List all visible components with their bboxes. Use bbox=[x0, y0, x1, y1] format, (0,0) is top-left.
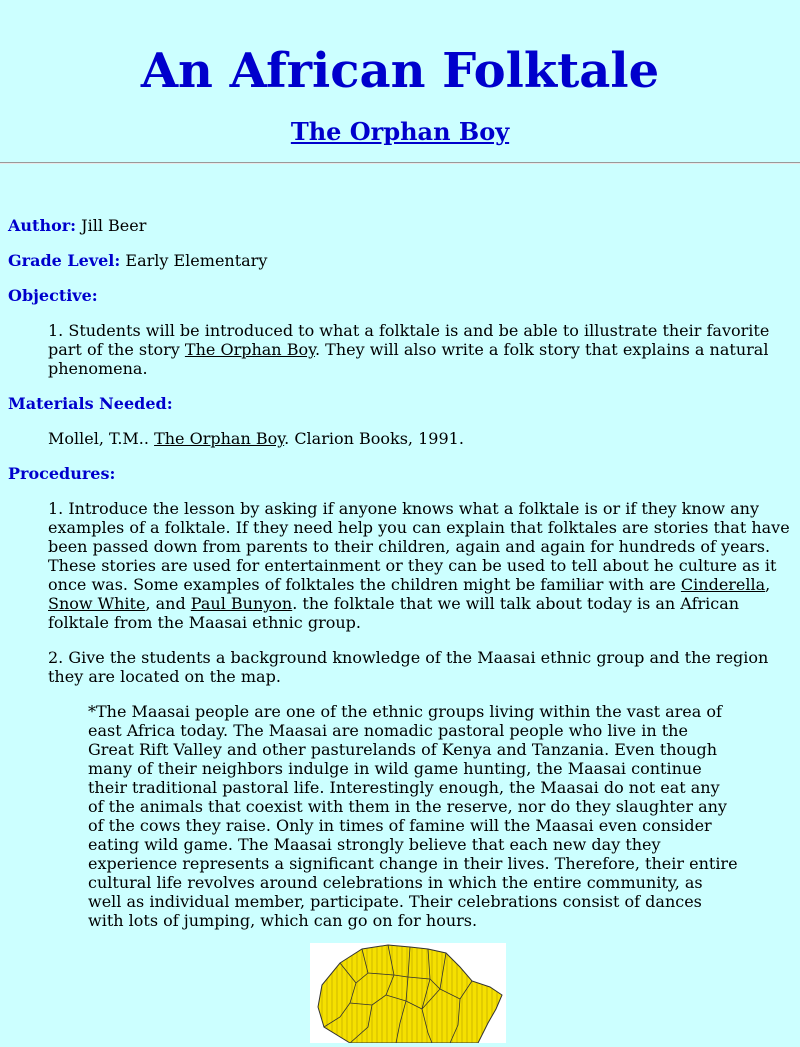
grade-line bbox=[8, 251, 792, 270]
page-title: An African Folktale bbox=[140, 43, 660, 99]
materials-text-end: . Clarion Books, 1991. bbox=[284, 429, 464, 448]
step1-text-start: 1. Introduce the lesson by asking if anyone knows what a folktale is or if they know any examples of a folktale. If they need help you can explain that folktales are stories that have been passed down from parents to their children, again and again for hundreds of years. These stories are used for entertainment or they can be used to tell about he culture as it once was. Some examples of folktales the children might be familiar with are bbox=[48, 499, 790, 594]
materials-text-start: Mollel, T.M.. bbox=[48, 429, 155, 448]
maasai-note: *The Maasai people are one of the ethnic groups living within the vast area of east Africa today. The Maasai are nomadic pastoral people who live in the Great Rift Valley and other pasturelands of Kenya and Tanzania. Even though many of their neighbors indulge in wild game hunting, the Maasai continue their traditional pastoral life. Interestingly enough, the Maasai do not eat any of the animals that coexist with them in the reserve, nor do they slaughter any of the cows they raise. Only in times of famine will the Maasai even consider eating wild game. The Maasai strongly believe that each new day they experience represents a significant change in their lives. Therefore, their entire cultural life revolves around celebrations in which the entire community, as well as individual member, participate. Their celebrations consist of dances with lots of jumping, which can go on for hours. bbox=[88, 702, 738, 930]
materials-label: Materials Needed: bbox=[8, 394, 173, 413]
step1-sep1: , bbox=[765, 575, 771, 594]
example-snow-white: Snow White bbox=[48, 594, 146, 613]
objective-book-title: The Orphan Boy bbox=[184, 340, 315, 359]
procedure-step-2: 2. Give the students a background knowledge of the Maasai ethnic group and the region they are located on the map. bbox=[48, 648, 769, 686]
procedure-step-1 bbox=[8, 499, 792, 632]
materials-book-title: The Orphan Boy bbox=[154, 429, 285, 448]
objective-text-end: . They will also write a folk story that explains a natural phenomena. bbox=[48, 340, 769, 378]
grade-value: Early Elementary bbox=[125, 251, 268, 270]
objective-label: Objective: bbox=[8, 286, 98, 305]
example-paul-bunyon: Paul Bunyon bbox=[190, 594, 293, 613]
africa-map-icon bbox=[310, 943, 506, 1043]
step1-sep2: , and bbox=[145, 594, 191, 613]
procedures-label: Procedures: bbox=[8, 464, 116, 483]
example-cinderella: Cinderella bbox=[680, 575, 766, 594]
divider bbox=[0, 162, 800, 164]
step1-text-end: . the folktale that we will talk about today is an African folktale from the Maasai ethnic group. bbox=[48, 594, 740, 632]
materials-text bbox=[8, 429, 792, 448]
objective-text bbox=[8, 321, 792, 378]
author-label: Author: bbox=[8, 216, 77, 235]
orphan-boy-link[interactable]: The Orphan Boy bbox=[290, 117, 510, 146]
author-value: Jill Beer bbox=[81, 216, 147, 235]
page-subtitle bbox=[8, 117, 792, 146]
author-line bbox=[8, 216, 792, 235]
objective-text-start: 1. Students will be introduced to what a folktale is and be able to illustrate their favorite part of the story bbox=[48, 321, 770, 359]
grade-label: Grade Level: bbox=[8, 251, 121, 270]
